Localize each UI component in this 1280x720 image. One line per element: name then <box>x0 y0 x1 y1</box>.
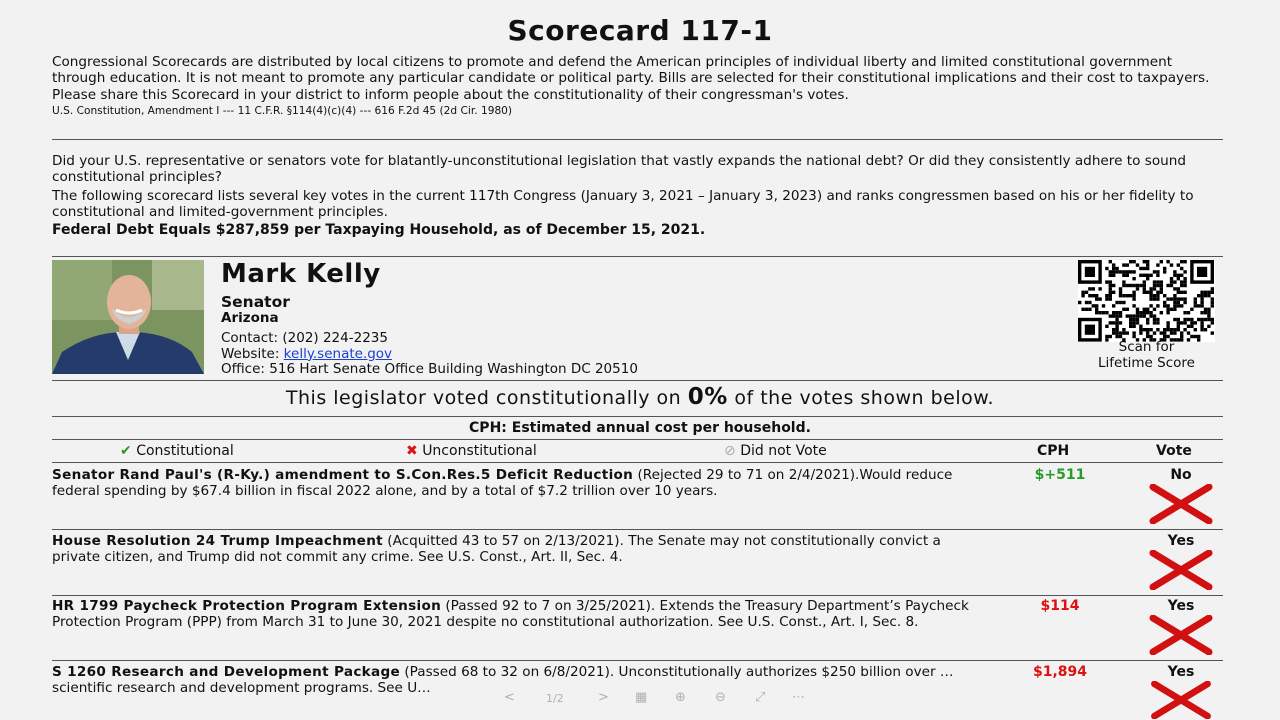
legend-unconstitutional <box>406 443 537 459</box>
intro-share-paragraph: Please share this Scorecard in your district to inform people about the constitutionality of their congressman's votes. <box>52 86 849 103</box>
vote-row <box>52 533 1223 593</box>
cph-note: CPH: Estimated annual cost per household. <box>469 420 811 436</box>
website-link[interactable]: kelly.senate.gov <box>283 345 393 362</box>
website-label: Website: <box>221 345 280 362</box>
legislator-state: Arizona <box>221 310 279 326</box>
score-prefix: This legislator voted constitutionally on <box>285 387 682 409</box>
unconstitutional-x-icon <box>1149 550 1213 590</box>
cph-value: $114 <box>1040 598 1080 614</box>
legend-row <box>52 443 1223 461</box>
vote-value: Yes <box>1167 533 1195 549</box>
scorecard-description: The following scorecard lists several key votes in the current 117th Congress (January 3, 2021 – January 3, 2023) and ranks congressmen based on his or her fidelity to constitutional and limited-government principles. <box>52 187 1194 220</box>
qr-caption-line2: Lifetime Score <box>1098 354 1195 371</box>
qr-caption-line1: Scan for <box>1118 339 1175 355</box>
divider <box>52 416 1223 417</box>
vote-description <box>52 467 982 500</box>
legend-constitutional <box>120 443 234 459</box>
checkmark-icon: ✔ <box>120 443 132 459</box>
zoom-out-icon[interactable]: ⊖ <box>715 690 726 705</box>
bill-details: (Passed 68 to 32 on 6/8/2021). Unconstitutionally authorizes $250 billion over … scientific research and development programs. See U… <box>52 664 954 697</box>
unconstitutional-x-icon <box>1149 484 1213 524</box>
question-section <box>52 153 1228 238</box>
divider <box>52 462 1223 463</box>
vote-row <box>52 467 1223 527</box>
intro-paragraph: Congressional Scorecards are distributed by local citizens to promote and defend the American principles of individual liberty and limited constitutional government through education. It is not meant to promote any particular candidate or political party. Bills are selected for their constitutional implications and their cost to taxpayers. <box>52 54 1210 87</box>
score-percent: 0% <box>687 384 728 410</box>
bill-title: Senator Rand Paul's (R-Ky.) amendment to S.Con.Res.5 Deficit Reduction <box>52 467 634 483</box>
vote-description <box>52 533 982 566</box>
legend-did-not-vote <box>724 443 827 459</box>
legislator-photo <box>52 260 204 374</box>
contact-block <box>221 331 638 378</box>
address-label: Office: <box>221 361 265 377</box>
vote-column-header: Vote <box>1156 443 1192 459</box>
fit-page-icon[interactable]: ⤢ <box>755 690 766 705</box>
zoom-in-icon[interactable]: ⊕ <box>675 690 686 705</box>
unconstitutional-x-icon <box>1149 615 1213 655</box>
vote-value: No <box>1170 467 1192 483</box>
divider <box>52 380 1223 381</box>
debt-statement: Federal Debt Equals $287,859 per Taxpaying Household, as of December 15, 2021. <box>52 222 706 239</box>
constitutional-score <box>0 384 1280 410</box>
cph-value: $1,894 <box>1032 664 1088 680</box>
legislator-office: Senator <box>221 293 290 311</box>
legislator-name: Mark Kelly <box>221 259 381 289</box>
cph-column-header: CPH <box>1037 443 1070 459</box>
divider <box>52 660 1223 661</box>
question-paragraph: Did your U.S. representative or senators vote for blatantly-unconstitutional legislation that vastly expands the national debt? Or did they consistently adhere to sound constitutional principles? <box>52 153 1186 186</box>
previous-page-icon[interactable]: < <box>504 690 515 705</box>
page-indicator: 1/2 <box>546 692 564 705</box>
bill-title: S 1260 Research and Development Package <box>52 664 401 680</box>
vote-row <box>52 598 1223 658</box>
bill-details: (Passed 92 to 7 on 3/25/2021). Extends the Treasury Department’s Paycheck Protection Program (PPP) from March 31 to June 30, 2021 despite no constitutional authorization. See U.S. Const., Art. I, Sec. 8. <box>52 598 969 631</box>
more-options-icon[interactable]: ⋯ <box>792 690 805 705</box>
divider <box>52 439 1223 440</box>
divider <box>52 529 1223 530</box>
legislator-profile <box>52 260 1223 376</box>
divider <box>52 139 1223 140</box>
legend-constitutional-label: Constitutional <box>136 443 234 459</box>
pdf-viewer-toolbar <box>492 684 822 714</box>
legal-citation: U.S. Constitution, Amendment I --- 11 C.F.R. §114(4)(c)(4) --- 616 F.2d 45 (2d Cir. 1980) <box>52 104 513 117</box>
phone-line <box>221 331 638 347</box>
vote-description <box>52 598 982 631</box>
qr-code[interactable] <box>1078 260 1215 342</box>
address-line <box>221 362 638 378</box>
cph-value: $+511 <box>1034 467 1086 483</box>
unconstitutional-x-icon <box>1149 681 1213 719</box>
legislator-info <box>221 260 638 378</box>
bill-title: HR 1799 Paycheck Protection Program Extension <box>52 598 442 614</box>
bill-details: (Rejected 29 to 71 on 2/4/2021).Would reduce federal spending by $67.4 billion in fiscal 2022 alone, and by a total of $7.2 trillion over 10 years. <box>52 467 953 500</box>
x-icon: ✖ <box>406 443 418 459</box>
office-address: 516 Hart Senate Office Building Washington DC 20510 <box>269 361 638 377</box>
intro-section <box>52 54 1228 119</box>
page-title: Scorecard 117-1 <box>507 14 773 47</box>
thumbnails-icon[interactable]: ▦ <box>635 690 648 705</box>
vote-value: Yes <box>1167 598 1195 614</box>
next-page-icon[interactable]: > <box>598 690 609 705</box>
legend-did-not-vote-label: Did not Vote <box>740 443 827 459</box>
qr-caption <box>1076 340 1217 371</box>
phone-number: (202) 224-2235 <box>282 330 388 346</box>
divider <box>52 595 1223 596</box>
legend-unconstitutional-label: Unconstitutional <box>422 443 537 459</box>
bill-details: (Acquitted 43 to 57 on 2/13/2021). The Senate may not constitutionally convict a private citizen, and Trump did not commit any crime. See U.S. Const., Art. II, Sec. 4. <box>52 533 941 566</box>
bill-title: House Resolution 24 Trump Impeachment <box>52 533 383 549</box>
prohibited-icon: ⊘ <box>724 443 736 459</box>
score-suffix: of the votes shown below. <box>734 387 995 409</box>
contact-label: Contact: <box>221 330 279 346</box>
vote-value: Yes <box>1167 664 1195 680</box>
divider <box>52 256 1223 257</box>
website-line <box>221 347 638 363</box>
